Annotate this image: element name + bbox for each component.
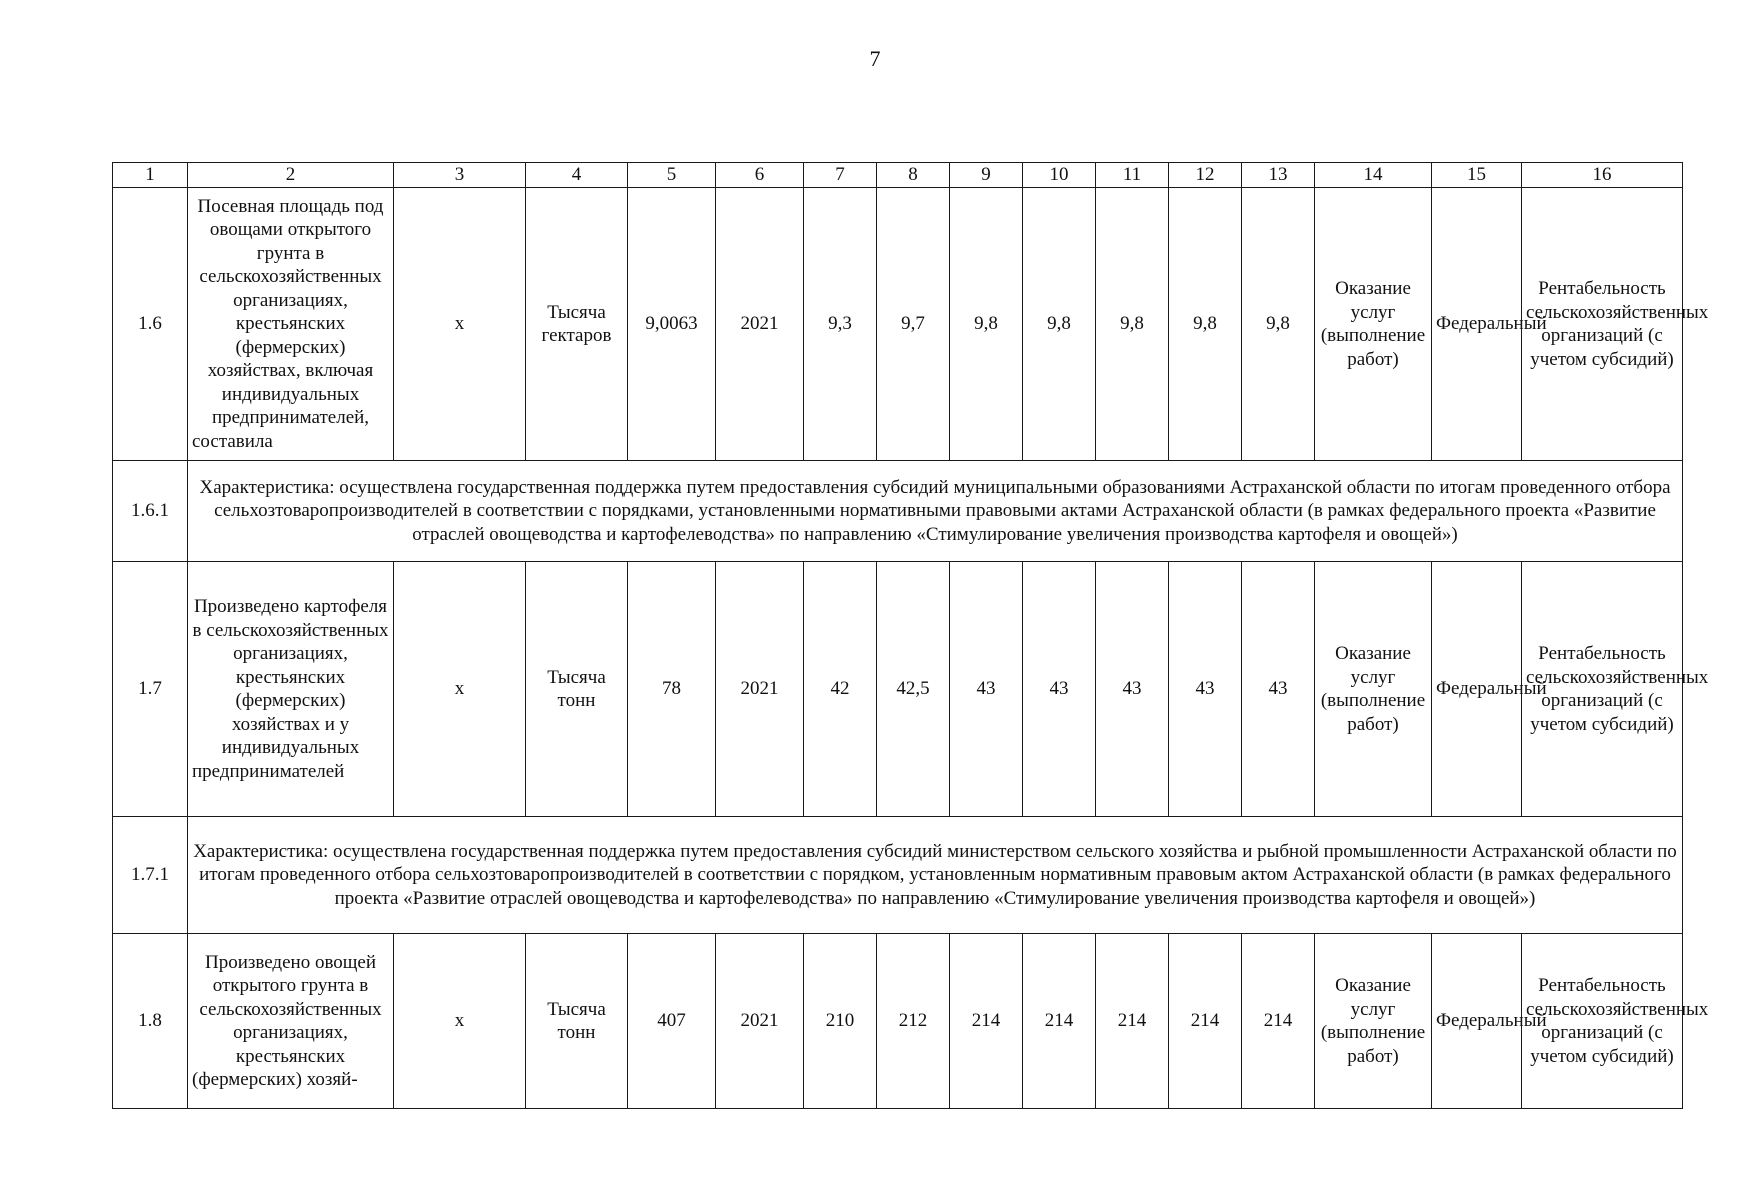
column-number: 10: [1023, 163, 1096, 188]
unit: Тысяча гектаров: [526, 188, 628, 461]
year-value: 42,5: [877, 562, 950, 817]
column-number: 12: [1169, 163, 1242, 188]
row-number: 1.8: [113, 934, 188, 1109]
characteristic-text: Характеристика: осуществлена государственная поддержка путем предоставления субсидий муниципальными образованиями Астраханской области по итогам проведенного отбора сельхозтоваропроизводителей в соответствии с порядками, установленными нормативными правовыми актами Астраханской области (в рамках федерального проекта «Развитие отраслей овощеводства и картофелеводства» по направлению «Стимулирование увеличения производства картофеля и овощей»): [188, 461, 1683, 562]
base-value: 9,0063: [628, 188, 716, 461]
column-number: 16: [1522, 163, 1683, 188]
year-value: 214: [1242, 934, 1315, 1109]
base-value: 407: [628, 934, 716, 1109]
year-value: 43: [1169, 562, 1242, 817]
column-number: 8: [877, 163, 950, 188]
col3-value: х: [394, 934, 526, 1109]
year-value: 43: [1242, 562, 1315, 817]
base-year: 2021: [716, 188, 804, 461]
base-year: 2021: [716, 934, 804, 1109]
col15-value: Федеральный: [1432, 934, 1522, 1109]
unit: Тысяча тонн: [526, 934, 628, 1109]
year-value: 9,8: [1023, 188, 1096, 461]
page-number: 7: [869, 46, 881, 71]
table-row: [113, 461, 1683, 562]
column-number: 13: [1242, 163, 1315, 188]
year-value: 43: [950, 562, 1023, 817]
year-value: 9,8: [1096, 188, 1169, 461]
column-number: 4: [526, 163, 628, 188]
row-number: 1.7: [113, 562, 188, 817]
column-number: 3: [394, 163, 526, 188]
base-value: 78: [628, 562, 716, 817]
base-year: 2021: [716, 562, 804, 817]
col14-value: Оказание услуг (выполнение работ): [1315, 934, 1432, 1109]
column-number: 7: [804, 163, 877, 188]
column-number: 2: [188, 163, 394, 188]
col3-value: х: [394, 562, 526, 817]
column-number: 6: [716, 163, 804, 188]
col15-value: Федеральный: [1432, 188, 1522, 461]
col14-value: Оказание услуг (выполнение работ): [1315, 188, 1432, 461]
indicator-name: Произведено картофеля в сельскохозяйственных организациях, крестьянских (фермерских) хозяйствах и у индивидуальных предпринимателей: [188, 562, 394, 817]
year-value: 9,3: [804, 188, 877, 461]
col15-value: Федеральный: [1432, 562, 1522, 817]
unit: Тысяча тонн: [526, 562, 628, 817]
col16-value: Рентабельность сельскохозяйственных организаций (с учетом субсидий): [1522, 188, 1683, 461]
column-number: 1: [113, 163, 188, 188]
column-number: 14: [1315, 163, 1432, 188]
year-value: 43: [1023, 562, 1096, 817]
indicator-name: Посевная площадь под овощами открытого грунта в сельскохозяйственных организациях, крестьянских (фермерских) хозяйствах, включая индивидуальных предпринимателей, составила: [188, 188, 394, 461]
year-value: 214: [1169, 934, 1242, 1109]
year-value: 42: [804, 562, 877, 817]
col14-value: Оказание услуг (выполнение работ): [1315, 562, 1432, 817]
row-number: 1.6: [113, 188, 188, 461]
row-number: 1.7.1: [113, 817, 188, 934]
year-value: 9,8: [1242, 188, 1315, 461]
indicator-name: Произведено овощей открытого грунта в сельскохозяйственных организациях, крестьянских (фермерских) хозяй-: [188, 934, 394, 1109]
column-number: 9: [950, 163, 1023, 188]
column-number: 15: [1432, 163, 1522, 188]
table-row: [113, 188, 1683, 461]
year-value: 214: [1096, 934, 1169, 1109]
year-value: 210: [804, 934, 877, 1109]
year-value: 9,8: [950, 188, 1023, 461]
row-number: 1.6.1: [113, 461, 188, 562]
column-number-row: [113, 163, 1683, 188]
year-value: 9,7: [877, 188, 950, 461]
table-row: [113, 817, 1683, 934]
year-value: 43: [1096, 562, 1169, 817]
col16-value: Рентабельность сельскохозяйственных организаций (с учетом субсидий): [1522, 934, 1683, 1109]
table-row: [113, 934, 1683, 1109]
year-value: 212: [877, 934, 950, 1109]
col16-value: Рентабельность сельскохозяйственных организаций (с учетом субсидий): [1522, 562, 1683, 817]
indicators-table: [112, 162, 1709, 1109]
year-value: 214: [950, 934, 1023, 1109]
year-value: 9,8: [1169, 188, 1242, 461]
column-number: 5: [628, 163, 716, 188]
characteristic-text: Характеристика: осуществлена государственная поддержка путем предоставления субсидий министерством сельского хозяйства и рыбной промышленности Астраханской области по итогам проведенного отбора сельхозтоваропроизводителей в соответствии с порядком, установленным нормативным правовым актом Астраханской области (в рамках федерального проекта «Развитие отраслей овощеводства и картофелеводства» по направлению «Стимулирование увеличения производства картофеля и овощей»): [188, 817, 1683, 934]
table-row: [113, 562, 1683, 817]
year-value: 214: [1023, 934, 1096, 1109]
column-number: 11: [1096, 163, 1169, 188]
col3-value: х: [394, 188, 526, 461]
